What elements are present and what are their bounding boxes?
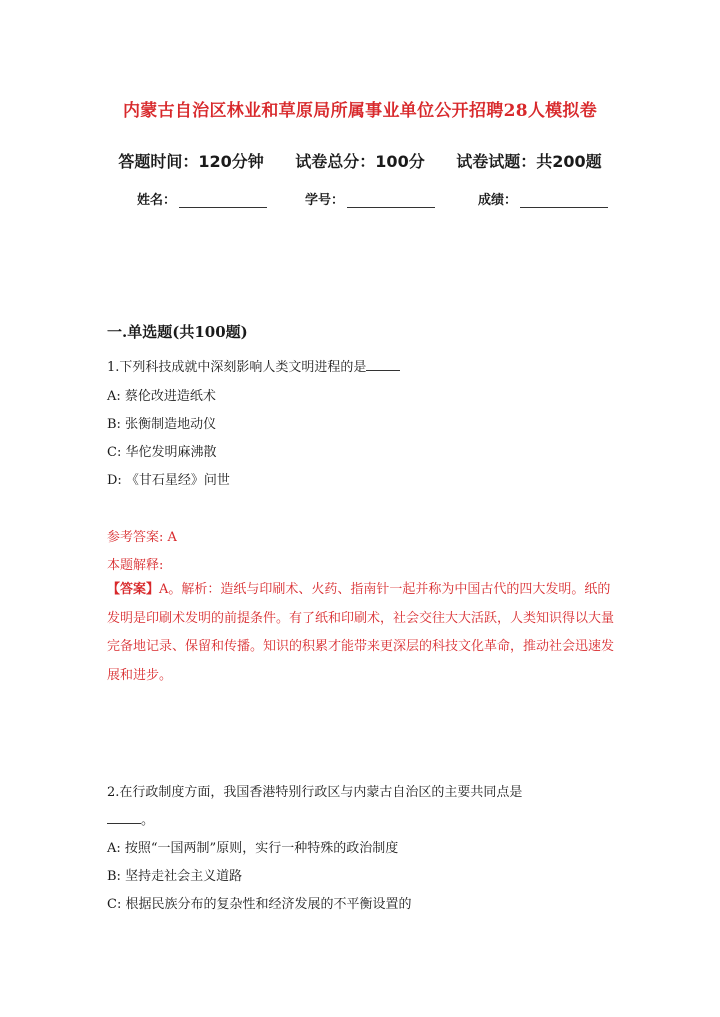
question-1-option-d[interactable]: D: 《甘石星经》问世 (107, 473, 230, 488)
question-1-option-a[interactable]: A: 蔡伦改进造纸术 (107, 389, 216, 404)
student-id-label: 学号： (305, 193, 345, 208)
section-heading: 一.单选题(共100题) (107, 323, 248, 341)
question-1-option-c[interactable]: C: 华佗发明麻沸散 (107, 445, 217, 460)
exam-total-score: 试卷总分：100分 (295, 152, 425, 171)
name-label: 姓名： (137, 193, 177, 208)
exam-question-count: 试卷试题：共200题 (456, 152, 602, 171)
explanation-label: 本题解释: (107, 558, 164, 573)
question-2-stem: 2.在行政制度方面，我国香港特别行政区与内蒙古自治区的主要共同点是 (107, 785, 523, 800)
question-2-option-b[interactable]: B: 坚持走社会主义道路 (107, 869, 243, 884)
exam-info (0, 149, 720, 172)
name-input-line[interactable] (179, 193, 267, 208)
question-2-option-c[interactable]: C: 根据民族分布的复杂性和经济发展的不平衡设置的 (107, 897, 412, 912)
exam-time: 答题时间：120分钟 (118, 152, 264, 171)
question-1-stem (107, 356, 400, 375)
question-2-stem-end (107, 809, 154, 828)
student-id-field[interactable] (305, 189, 435, 208)
score-input-line[interactable] (520, 193, 608, 208)
question-1-text: 1.下列科技成就中深刻影响人类文明进程的是 (107, 360, 367, 375)
explanation-body: A。解析：造纸与印刷术、火药、指南针一起并称为中国古代的四大发明。纸的发明是印刷术发明的前提条件。有了纸和印刷术，社会交往大大活跃，人类知识得以大量完备地记录、保留和传播。知识的积累才能带来更深层的科技文化革命，推动社会迅速发展和进步。 (107, 582, 615, 683)
question-2-stem-period: 。 (141, 813, 155, 828)
score-label: 成绩： (478, 193, 518, 208)
score-field[interactable] (478, 189, 608, 208)
question-1-option-b[interactable]: B: 张衡制造地动仪 (107, 417, 217, 432)
reference-answer: 参考答案: A (107, 530, 177, 545)
answer-blank (366, 358, 400, 371)
answer-blank (107, 811, 141, 824)
student-id-input-line[interactable] (347, 193, 435, 208)
document-title: 内蒙古自治区林业和草原局所属事业单位公开招聘28人模拟卷 (122, 101, 598, 121)
explanation-text (107, 576, 617, 690)
explanation-tag: 【答案】 (107, 582, 160, 597)
question-2-option-a[interactable]: A: 按照“一国两制”原则，实行一种特殊的政治制度 (107, 841, 399, 856)
name-field[interactable] (137, 189, 267, 208)
